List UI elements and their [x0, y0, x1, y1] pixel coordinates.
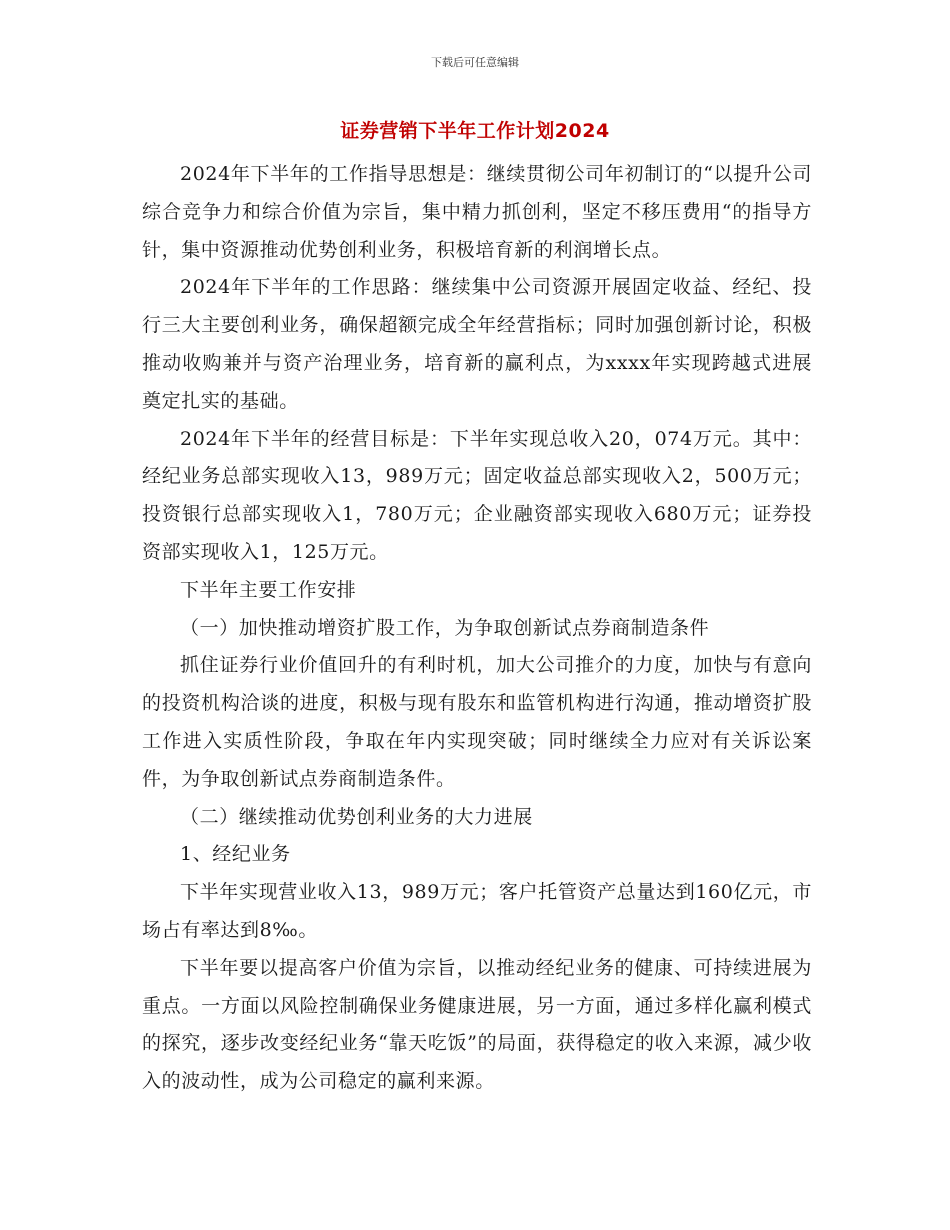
paragraph-work-approach: 2024年下半年的工作思路：继续集中公司资源开展固定收益、经纪、投行三大主要创利业务，确保超额完成全年经营指标；同时加强创新讨论，积极推动收购兼并与资产治理业务，培育新的赢利点，为xxxx年实现跨越式进展奠定扎实的基础。 [142, 276, 812, 412]
paragraph-business-targets: 2024年下半年的经营目标是：下半年实现总收入20，074万元。其中：经纪业务总部实现收入13，989万元；固定收益总部实现收入2，500万元；投资银行总部实现收入1，780万元；企业融资部实现收入680万元；证券投资部实现收入1，125万元。 [142, 427, 812, 563]
document-body [142, 156, 812, 1101]
paragraph-capital-increase: 抓住证券行业价值回升的有利时机，加大公司推介的力度，加快与有意向的投资机构洽谈的进度，积极与现有股东和监管机构进行沟通，推动增资扩股工作进入实质性阶段，争取在年内实现突破；同时继续全力应对有关诉讼案件，为争取创新试点券商制造条件。 [142, 654, 812, 790]
document-title: 证券营销下半年工作计划2024 [340, 120, 610, 142]
subsection-heading-2: （二）继续推动优势创利业务的大力进展 [180, 805, 533, 828]
subsection-heading-1: （一）加快推动增资扩股工作，为争取创新试点券商制造条件 [180, 616, 710, 639]
paragraph-brokerage-strategy: 下半年要以提高客户价值为宗旨，以推动经纪业务的健康、可持续进展为重点。一方面以风险控制确保业务健康进展，另一方面，通过多样化赢利模式的探究，逐步改变经纪业务“靠天吃饭”的局面，获得稳定的收入来源，减少收入的波动性，成为公司稳定的赢利来源。 [142, 956, 812, 1093]
item-heading-brokerage: 1、经纪业务 [180, 843, 291, 866]
header-note: 下载后可任意编辑 [431, 56, 519, 69]
paragraph-guiding-ideology: 2024年下半年的工作指导思想是：继续贯彻公司年初制订的“以提升公司综合竞争力和综合价值为宗旨，集中精力抓创利，坚定不移压费用“的指导方针，集中资源推动优势创利业务，积极培育新的利润增长点。 [142, 163, 812, 261]
paragraph-brokerage-targets: 下半年实现营业收入13，989万元；客户托管资产总量达到160亿元，市场占有率达到8‰。 [142, 881, 812, 941]
section-heading-work-plan: 下半年主要工作安排 [180, 578, 357, 601]
